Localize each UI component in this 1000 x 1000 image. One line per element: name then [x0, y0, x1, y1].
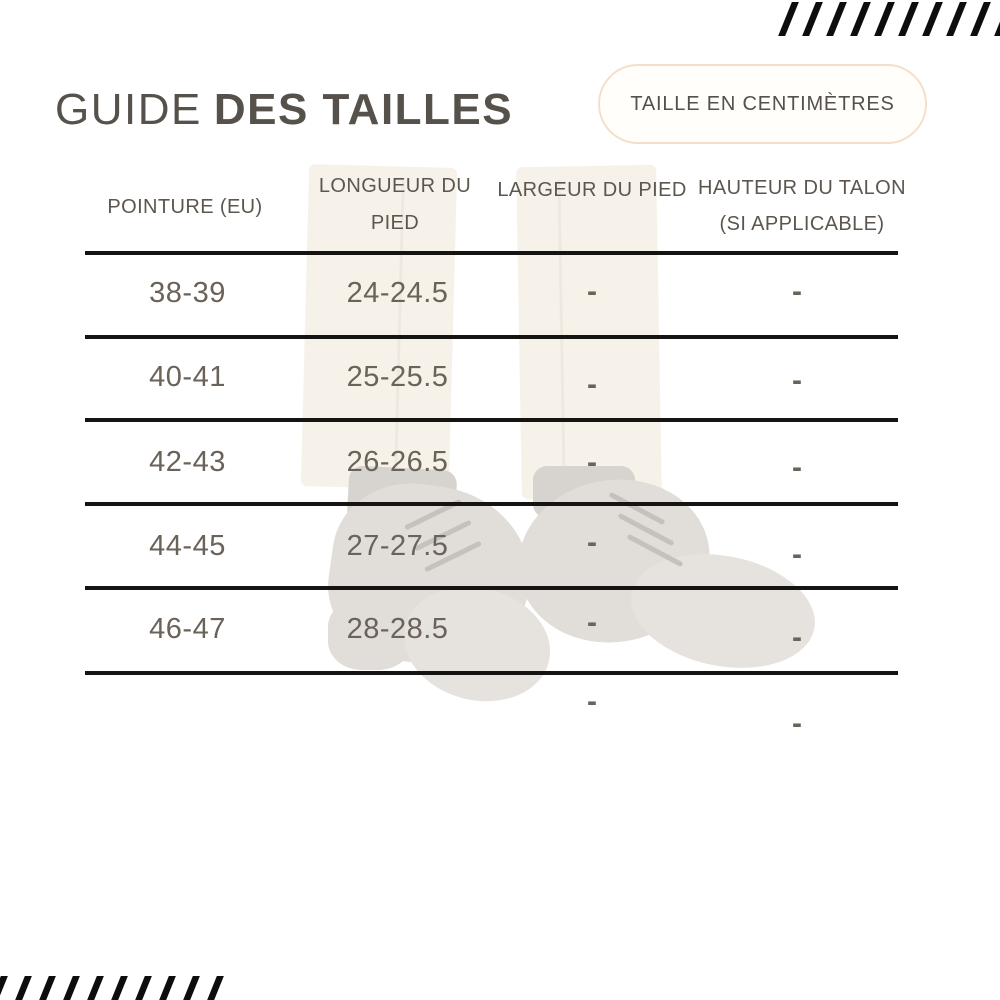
- hatch-marks-top-right: [785, 2, 1000, 36]
- cell-longueur: 27-27.5: [346, 530, 449, 562]
- table-rule: [85, 335, 898, 339]
- hatch-slash-icon: [107, 976, 128, 1000]
- cell-pointure: 42-43: [149, 446, 226, 478]
- column-header-hauteur: HAUTEUR DU TALON (SI APPLICABLE): [698, 177, 906, 235]
- hatch-slash-icon: [826, 2, 847, 36]
- hatch-slash-icon: [802, 2, 823, 36]
- hatch-slash-icon: [35, 976, 56, 1000]
- cell-largeur-dash: -: [587, 275, 597, 308]
- cell-pointure: 40-41: [149, 361, 226, 393]
- cell-largeur-dash-overflow: -: [587, 685, 597, 718]
- cell-largeur-dash: -: [587, 368, 597, 401]
- cell-pointure: 46-47: [149, 613, 226, 645]
- cell-hauteur-dash: -: [792, 451, 802, 484]
- cell-pointure: 38-39: [149, 277, 226, 309]
- cell-hauteur-dash: -: [792, 621, 802, 654]
- hatch-marks-bottom-left: [0, 976, 217, 1000]
- column-header-pointure: POINTURE (EU): [107, 196, 263, 218]
- cell-pointure: 44-45: [149, 530, 226, 562]
- cell-largeur-dash: -: [587, 526, 597, 559]
- hatch-slash-icon: [970, 2, 991, 36]
- column-header-longueur: LONGUEUR DU PIED: [318, 175, 472, 234]
- page-title-regular: GUIDE: [55, 85, 202, 134]
- cell-longueur: 24-24.5: [346, 277, 449, 309]
- hatch-slash-icon: [83, 976, 104, 1000]
- page-title-bold: DES TAILLES: [213, 85, 514, 134]
- table-rule: [85, 418, 898, 422]
- table-rule: [85, 251, 898, 255]
- hatch-slash-icon: [850, 2, 871, 36]
- table-rule: [85, 502, 898, 506]
- unit-badge-label: TAILLE EN CENTIMÈTRES: [630, 92, 895, 115]
- cell-largeur-dash: -: [587, 606, 597, 639]
- table-rule: [85, 586, 898, 590]
- hatch-slash-icon: [0, 976, 8, 1000]
- cell-longueur: 26-26.5: [346, 446, 449, 478]
- hatch-slash-icon: [179, 976, 200, 1000]
- cell-hauteur-dash-overflow: -: [792, 707, 802, 740]
- unit-badge: [598, 64, 927, 144]
- cell-hauteur-dash: -: [792, 364, 802, 397]
- hatch-slash-icon: [946, 2, 967, 36]
- hatch-slash-icon: [994, 2, 1000, 36]
- cell-largeur-dash: -: [587, 446, 597, 479]
- cell-longueur: 28-28.5: [346, 613, 449, 645]
- hatch-slash-icon: [922, 2, 943, 36]
- hatch-slash-icon: [59, 976, 80, 1000]
- column-header-largeur: LARGEUR DU PIED: [497, 179, 687, 201]
- hatch-slash-icon: [898, 2, 919, 36]
- table-rule: [85, 671, 898, 675]
- hatch-slash-icon: [11, 976, 32, 1000]
- cell-longueur: 25-25.5: [346, 361, 449, 393]
- hatch-slash-icon: [131, 976, 152, 1000]
- hatch-slash-icon: [155, 976, 176, 1000]
- page-title: [55, 85, 514, 134]
- hatch-slash-icon: [874, 2, 895, 36]
- cell-hauteur-dash: -: [792, 538, 802, 571]
- cell-hauteur-dash: -: [792, 275, 802, 308]
